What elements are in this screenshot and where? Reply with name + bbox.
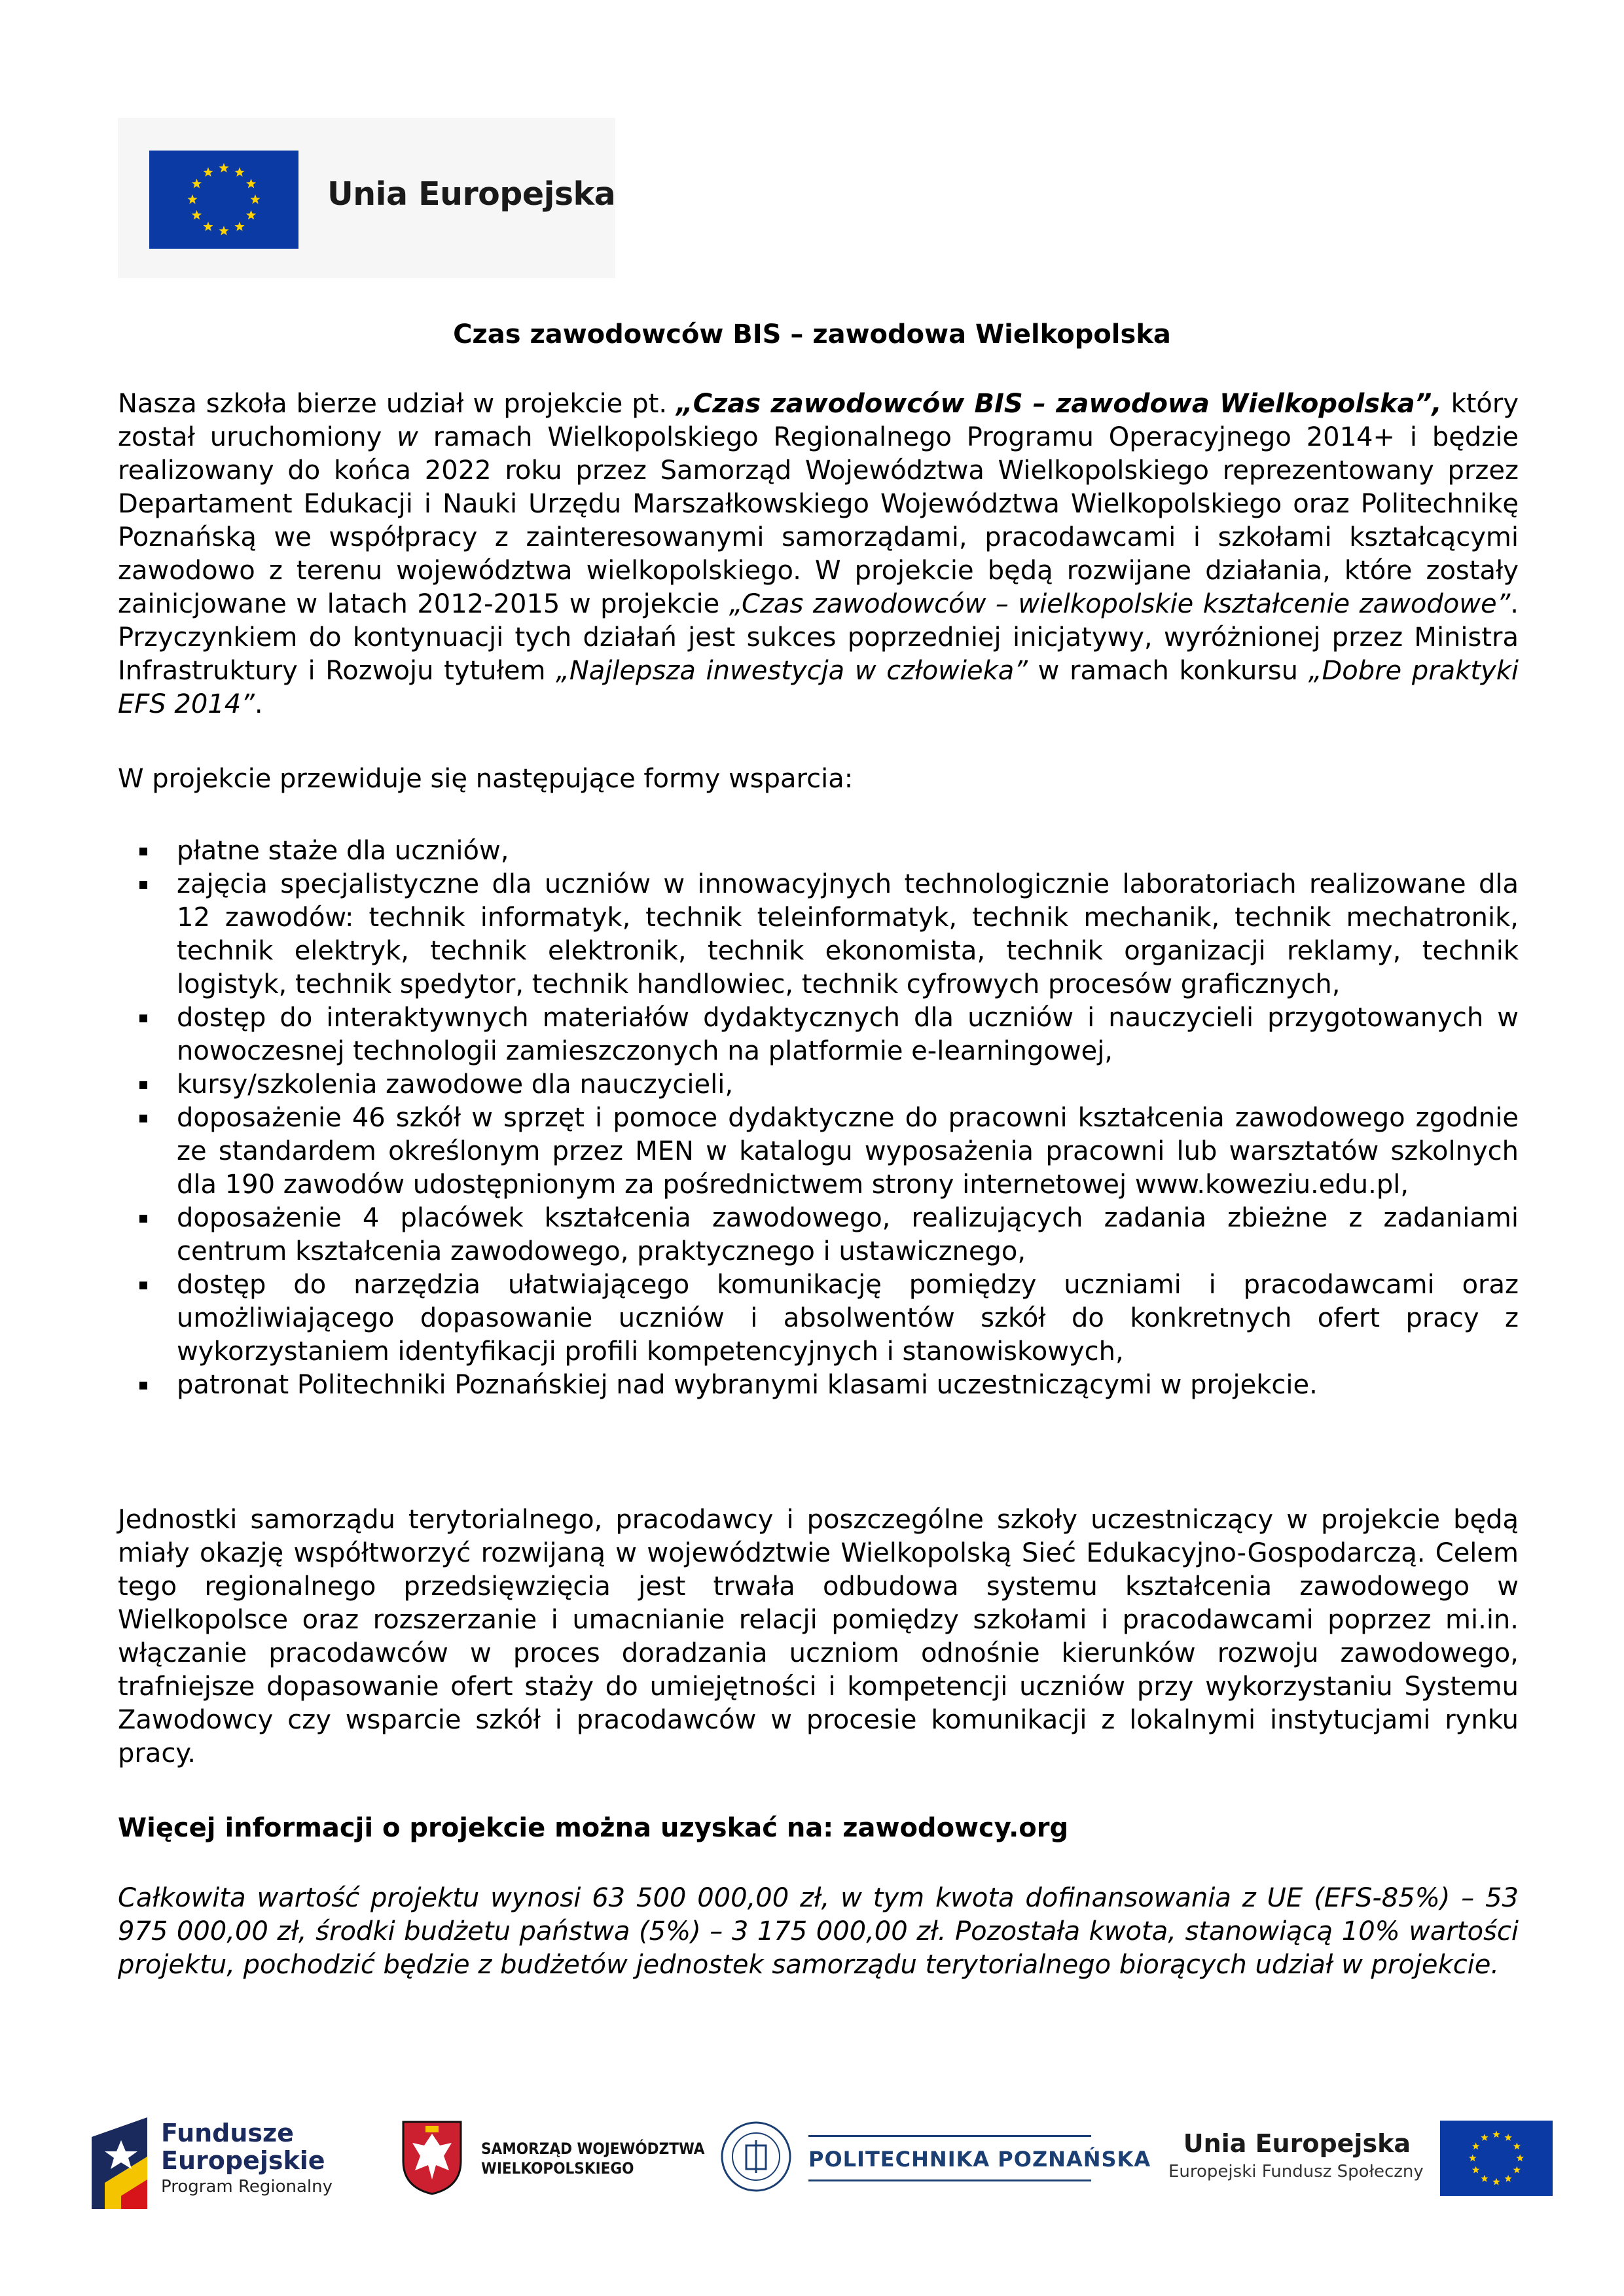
politechnika-seal-icon (720, 2121, 792, 2193)
divider (808, 2179, 1091, 2181)
wielkopolska-crest-icon (401, 2119, 463, 2197)
fe-line: Program Regionalny (161, 2177, 333, 2197)
eu-star (234, 167, 244, 176)
list-item: doposażenie 4 placówek kształcenia zawodowego, realizujących zadania zbieżne z zadaniami centrum kształcenia zawodowego, praktycznego i ustawicznego, (118, 1202, 1519, 1268)
eu-logo-text: Unia Europejska (327, 175, 616, 213)
list-item: patronat Politechniki Poznańskiej nad wybranymi klasami uczestniczącymi w projekcie. (118, 1369, 1519, 1402)
support-list (118, 834, 1519, 1402)
eu-star (1472, 2142, 1479, 2149)
list-item: płatne staże dla uczniów, (118, 834, 1519, 868)
eu-star (203, 222, 213, 231)
eu-star (234, 222, 244, 231)
eu-star (1492, 2130, 1500, 2138)
divider (808, 2135, 1091, 2137)
eu-star (1469, 2154, 1476, 2161)
contest-name: „Dobre praktyki EFS 2014” (118, 656, 1519, 719)
eu-star (219, 226, 228, 235)
list-item: doposażenie 46 szkół w sprzęt i pomoce dydaktyczne do pracowni kształcenia zawodowego zgodnie ze standardem określonym przez MEN w katalogu wyposażenia pracowni lub warsztatów szkolnych dla 190 zawodów udostępnionym za pośrednictwem strony internetowej www.koweziu.edu.pl, (118, 1102, 1519, 1202)
eu-star (1472, 2166, 1479, 2174)
award-title: „Najlepsza inwestycja w człowieka” (556, 656, 1028, 686)
eu-star (192, 179, 202, 188)
fe-line: Europejskie (161, 2146, 325, 2175)
politechnika-text: POLITECHNIKA POZNAŃSKA (808, 2147, 1151, 2172)
fe-line: Fundusze (161, 2119, 294, 2147)
intro-text: ramach Wielkopolskiego Regionalnego Programu Operacyjnego 2014+ i będzie realizowany do końca 2022 roku przez Samorząd Województwa Wielkopolskiego reprezentowany przez Departament Edukacji i Nauki Urzędu Marszałkowskiego Województwa Wielkopolskiego oraz Politechnikę Poznańską we współpracy z zainteresowanymi samorządami, pracodawcami i szkołami kształcącymi zawodowo z terenu województwa wielkopolskiego. W projekcie będą rozwijane działania, które zostały zainicjowane w latach 2012-2015 w projekcie (118, 422, 1519, 619)
intro-paragraph (118, 387, 1519, 721)
eu-star (1513, 2142, 1521, 2149)
intro-text: w ramach konkursu (1028, 656, 1308, 686)
previous-project-name: „Czas zawodowców – wielkopolskie kształcenie zawodowe” (729, 589, 1511, 619)
intro-text: Nasza szkoła bierze udział w projekcie pt. (118, 389, 677, 419)
eu-star (1516, 2154, 1523, 2161)
eu-flag-icon (149, 151, 298, 249)
fundusze-europejskie-text (161, 2119, 333, 2199)
more-info: Więcej informacji o projekcie można uzyskać na: zawodowcy.org (118, 1813, 1069, 1843)
eu-flag-icon (1440, 2121, 1553, 2196)
eu-star (203, 167, 213, 176)
eu-star (246, 210, 256, 219)
eu-star (250, 194, 260, 204)
eu-star (1492, 2178, 1500, 2185)
list-item: zajęcia specjalistyczne dla uczniów w innowacyjnych technologicznie laboratoriach realizowane dla 12 zawodów: technik informatyk, technik teleinformatyk, technik mechanik, technik mechatronik, technik elektryk, technik elektronik, technik ekonomista, technik organizacji reklamy, technik logistyk, technik spedytor, technik handlowiec, technik cyfrowych procesów graficznych, (118, 868, 1519, 1001)
eu-star (1504, 2175, 1511, 2182)
eu-star (1513, 2166, 1521, 2174)
eu-efs-text (1168, 2128, 1424, 2185)
list-item: dostęp do interaktywnych materiałów dydaktycznych dla uczniów i nauczycieli przygotowanych w nowoczesnej technologii zamieszczonych na platformie e-learningowej, (118, 1001, 1519, 1068)
eu-star (192, 210, 202, 219)
eu-star (1504, 2134, 1511, 2141)
eu-efs-line: Unia Europejska (1183, 2129, 1411, 2158)
network-paragraph: Jednostki samorządu terytorialnego, pracodawcy i poszczególne szkoły uczestniczący w projekcie będą miały okazję współtworzyć rozwijaną w województwie Wielkopolską Sieć Edukacyjno-Gospodarczą. Celem tego regionalnego przedsięwzięcia jest trwała odbudowa systemu kształcenia zawodowego w Wielkopolsce oraz rozszerzanie i umacnianie relacji pomiędzy szkołami i pracodawcami poprzez mi.in. włączanie pracodawców w proces doradzania uczniom odnośnie kierunków rozwoju zawodowego, trafniejsze dopasowanie ofert staży do umiejętności i kompetencji uczniów przy wykorzystaniu Systemu Zawodowcy czy wsparcie szkół i pracodawców w procesie komunikacji z lokalnymi instytucjami rynku pracy. (118, 1505, 1519, 1768)
eu-star (246, 179, 256, 188)
eu-star (187, 194, 197, 204)
intro-text: który został uruchomiony (118, 389, 1519, 452)
intro-text: w (397, 422, 418, 452)
intro-text: . (254, 689, 263, 719)
eu-star (219, 163, 228, 172)
list-item: dostęp do narzędzia ułatwiającego komunikację pomiędzy uczniami i pracodawcami oraz umożliwiającego dopasowanie uczniów i absolwentów szkół do konkretnych ofert pracy z wykorzystaniem identyfikacji profili kompetencyjnych i stanowiskowych, (118, 1268, 1519, 1369)
samorzad-text (481, 2139, 704, 2178)
list-item: kursy/szkolenia zawodowe dla nauczycieli, (118, 1068, 1519, 1102)
samorzad-line: WIELKOPOLSKIEGO (481, 2159, 634, 2178)
eu-star (1481, 2134, 1488, 2141)
funding-paragraph: Całkowita wartość projektu wynosi 63 500 000,00 zł, w tym kwota dofinansowania z UE (EFS-85%) – 53 975 000,00 zł, środki budżetu państwa (5%) – 3 175 000,00 zł. Pozostała kwota, stanowiącą 10% wartości projektu, pochodzić będzie z budżetów jednostek samorządu terytorialnego biorących udział w projekcie. (118, 1883, 1519, 1980)
eu-efs-line: Europejski Fundusz Społeczny (1168, 2162, 1424, 2181)
intro-text: . Przyczynkiem do kontynuacji tych działań jest sukces poprzedniej inicjatywy, wyróżnionej przez Ministra Infrastruktury i Rozwoju tytułem (118, 589, 1519, 686)
project-name: „Czas zawodowców BIS – zawodowa Wielkopolska”, (676, 389, 1442, 419)
document-title: Czas zawodowców BIS – zawodowa Wielkopolska (453, 319, 1171, 350)
support-intro: W projekcie przewiduje się następujące formy wsparcia: (118, 764, 854, 794)
samorzad-line: SAMORZĄD WOJEWÓDZTWA (481, 2140, 705, 2158)
eu-star (1481, 2175, 1488, 2182)
